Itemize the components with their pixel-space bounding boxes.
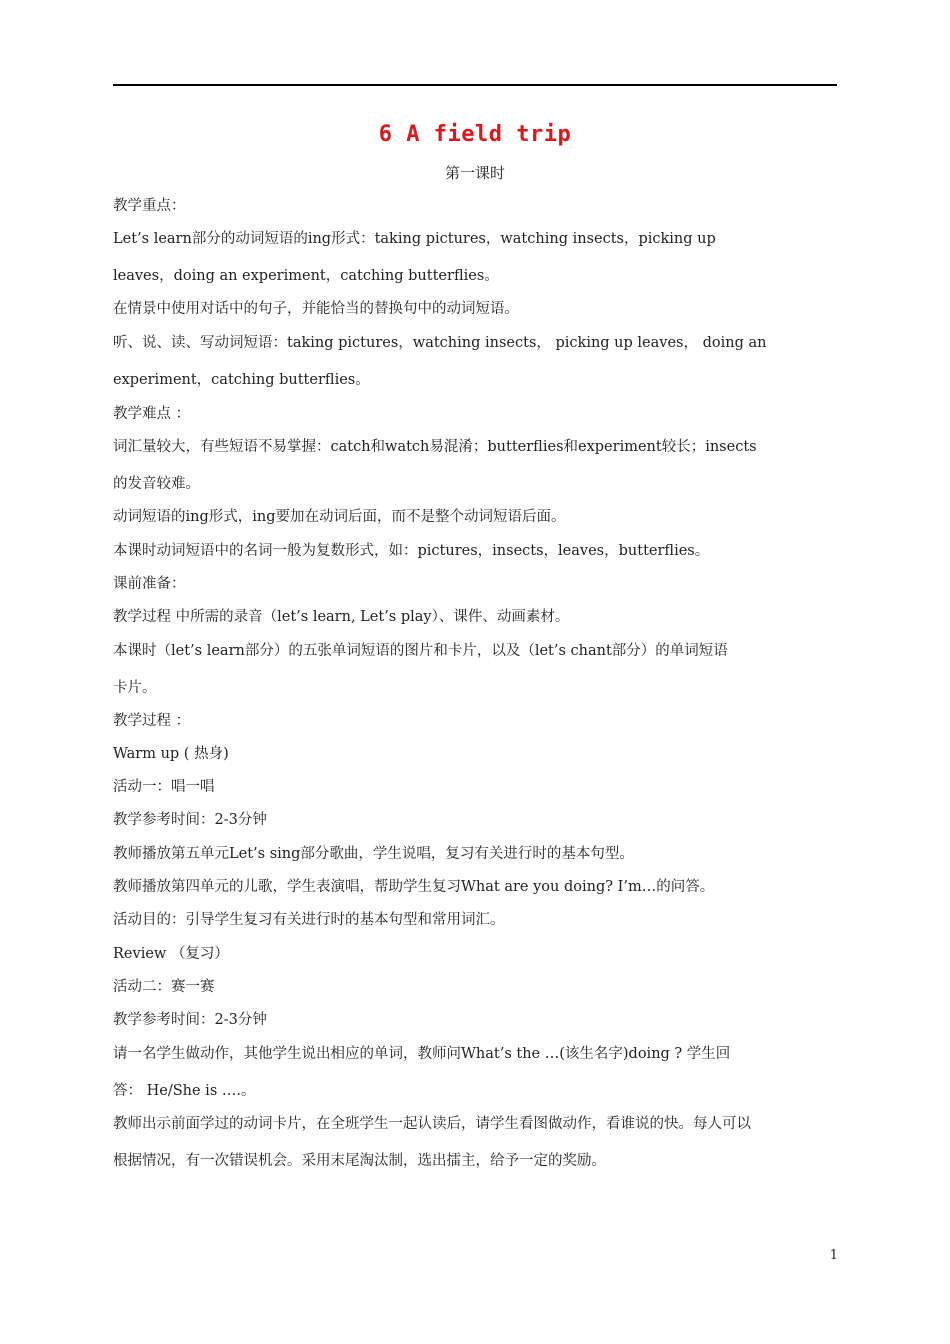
text-line: Let’s learn部分的动词短语的ing形式：taking pictures，watching insects，picking up: [113, 231, 716, 247]
text-line: 卡片。: [113, 680, 157, 696]
text-line: experiment，catching butterflies。: [113, 372, 370, 388]
text-line: 本课时（let’s learn部分）的五张单词短语的图片和卡片，以及（let’s chant部分）的单词短语: [113, 643, 728, 659]
text-line: 教学过程 ：: [113, 713, 191, 729]
text-line: 教学重点：: [113, 198, 186, 214]
text-line: 词汇量较大，有些短语不易掌握：catch和watch易混淆；butterflies和experiment较长；insects: [113, 439, 757, 455]
text-line: 的发音较难。: [113, 476, 200, 492]
text-line: 动词短语的ing形式，ing要加在动词后面，而不是整个动词短语后面。: [113, 509, 566, 525]
page-number: 1: [829, 1248, 838, 1263]
text-line: 本课时动词短语中的名词一般为复数形式，如：pictures，insects，leaves，butterflies。: [113, 543, 710, 559]
text-line: Warm up ( 热身): [113, 746, 229, 762]
text-line: 教学难点 ：: [113, 406, 191, 422]
text-line: leaves，doing an experiment，catching butterflies。: [113, 268, 499, 284]
text-line: 活动一：唱一唱: [113, 779, 215, 795]
text-line: 根据情况，有一次错误机会。采用末尾淘汰制，选出擂主，给予一定的奖励。: [113, 1153, 606, 1169]
text-line: Review （复习）: [113, 946, 229, 962]
text-line: 教师出示前面学过的动词卡片，在全班学生一起认读后，请学生看图做动作，看谁说的快。每人可以: [113, 1116, 751, 1132]
text-line: 教学参考时间：2-3分钟: [113, 812, 267, 828]
text-line: 答： He/She is ….。: [113, 1083, 256, 1099]
text-line: 听、说、读、写动词短语：taking pictures，watching insects， picking up leaves， doing an: [113, 335, 767, 351]
text-line: 教师播放第四单元的儿歌，学生表演唱，帮助学生复习What are you doing? I’m…的问答。: [113, 879, 715, 895]
text-line: 教师播放第五单元Let’s sing部分歌曲，学生说唱，复习有关进行时的基本句型。: [113, 846, 634, 862]
text-line: 教学过程 中所需的录音（let’s learn, Let’s play）、课件、动画素材。: [113, 609, 570, 625]
document-subtitle: 第一课时: [444, 164, 505, 182]
text-line: 课前准备：: [113, 576, 186, 592]
text-line: 活动目的：引导学生复习有关进行时的基本句型和常用词汇。: [113, 912, 505, 928]
header-rule: [113, 84, 837, 86]
document-title: 6 A field trip: [378, 122, 572, 147]
text-line: 活动二：赛一赛: [113, 979, 215, 995]
text-line: 在情景中使用对话中的句子，并能恰当的替换句中的动词短语。: [113, 301, 519, 317]
text-line: 教学参考时间：2-3分钟: [113, 1012, 267, 1028]
text-line: 请一名学生做动作，其他学生说出相应的单词，教师问What’s the …(该生名字)doing ? 学生回: [113, 1046, 731, 1062]
